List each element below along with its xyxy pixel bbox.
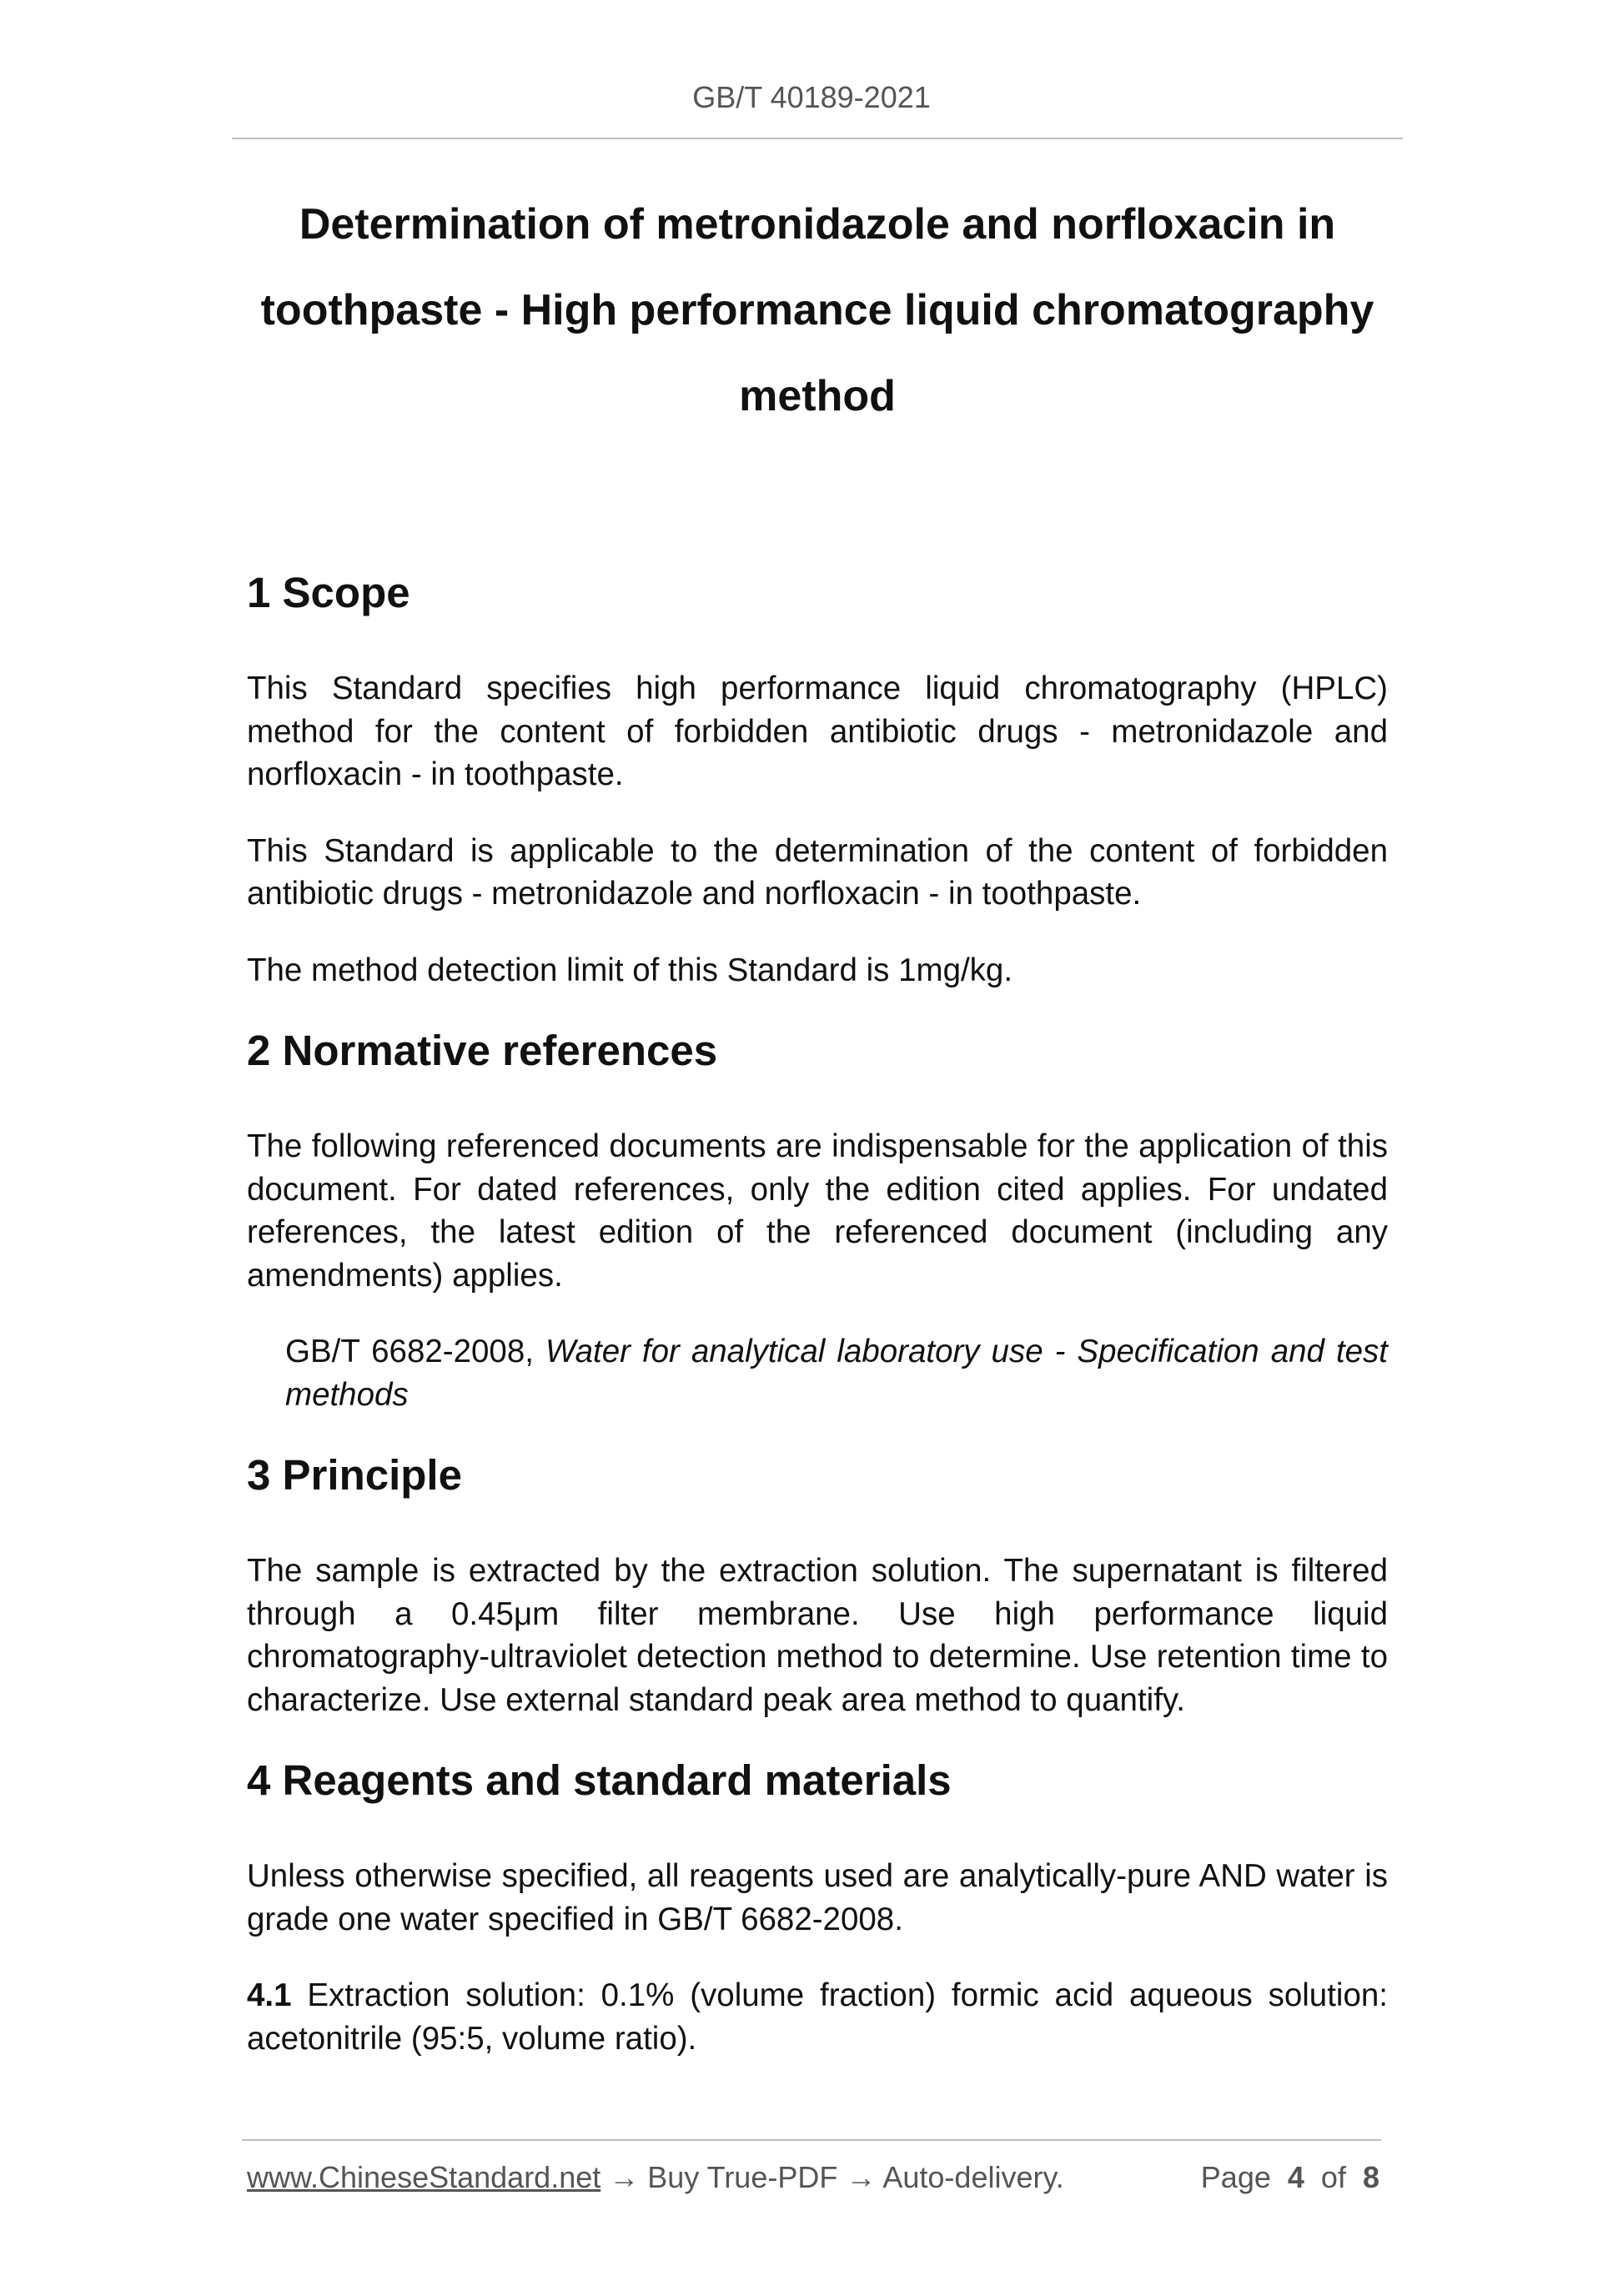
clause-number: 4.1 bbox=[247, 1977, 292, 2013]
footer-promo bbox=[247, 2160, 1064, 2195]
page-word: Page bbox=[1200, 2160, 1271, 2194]
footer-delivery-text: Auto-delivery. bbox=[882, 2160, 1064, 2194]
principle-paragraph: The sample is extracted by the extraction solution. The supernatant is filtered through a 0.45μm filter membrane. Use high performance liquid chromatography-ultraviolet detection method to determine. Use retention time to characterize. Use external standard peak area method to quantify. bbox=[247, 1553, 1388, 1718]
footer-site-link[interactable]: www.ChineseStandard.net bbox=[247, 2160, 601, 2194]
reference-code: GB/T 6682-2008, bbox=[285, 1334, 534, 1369]
section-heading-principle: 3 Principle bbox=[247, 1451, 462, 1499]
reference-entry bbox=[247, 1330, 1388, 1416]
arrow-right-icon: → bbox=[846, 2160, 877, 2194]
normative-references-paragraph: The following referenced documents are indispensable for the application of this document. For dated references, only the edition cited applies. For undated references, the latest edition of the referenced document (including any amendments) applies. bbox=[247, 1128, 1388, 1294]
section-heading-scope: 1 Scope bbox=[247, 569, 410, 616]
clause-4-1 bbox=[247, 1974, 1388, 2060]
scope-paragraph-3: The method detection limit of this Standard is 1mg/kg. bbox=[247, 952, 1013, 988]
document-body bbox=[247, 567, 1388, 2060]
section-heading-reagents: 4 Reagents and standard materials bbox=[247, 1756, 952, 1804]
document-title: Determination of metronidazole and norfloxacin in toothpaste - High performance liquid chromatography method bbox=[260, 200, 1374, 420]
scope-paragraph-1: This Standard specifies high performance liquid chromatography (HPLC) method for the content of forbidden antibiotic drugs - metronidazole and norfloxacin - in toothpaste. bbox=[247, 671, 1388, 792]
page-current: 4 bbox=[1287, 2160, 1304, 2194]
footer-buy-text: Buy True-PDF bbox=[647, 2160, 838, 2194]
page-total: 8 bbox=[1362, 2160, 1379, 2194]
page-header-standard-number: GB/T 40189-2021 bbox=[692, 80, 931, 114]
footer-divider bbox=[242, 2139, 1381, 2141]
clause-text: Extraction solution: 0.1% (volume fraction) formic acid aqueous solution: acetonitrile (95:5, volume ratio). bbox=[247, 1977, 1388, 2057]
section-heading-normative-references: 2 Normative references bbox=[247, 1027, 718, 1074]
arrow-right-icon: → bbox=[609, 2160, 640, 2194]
of-word: of bbox=[1320, 2160, 1346, 2194]
reagents-paragraph: Unless otherwise specified, all reagents used are analytically-pure AND water is grade one water specified in GB/T 6682-2008. bbox=[247, 1858, 1388, 1937]
page-number bbox=[1201, 2160, 1379, 2195]
scope-paragraph-2: This Standard is applicable to the determination of the content of forbidden antibiotic drugs - metronidazole and norfloxacin - in toothpaste. bbox=[247, 832, 1388, 912]
header-divider bbox=[232, 138, 1403, 139]
reference-title: Water for analytical laboratory use - Specification and test methods bbox=[285, 1334, 1388, 1413]
